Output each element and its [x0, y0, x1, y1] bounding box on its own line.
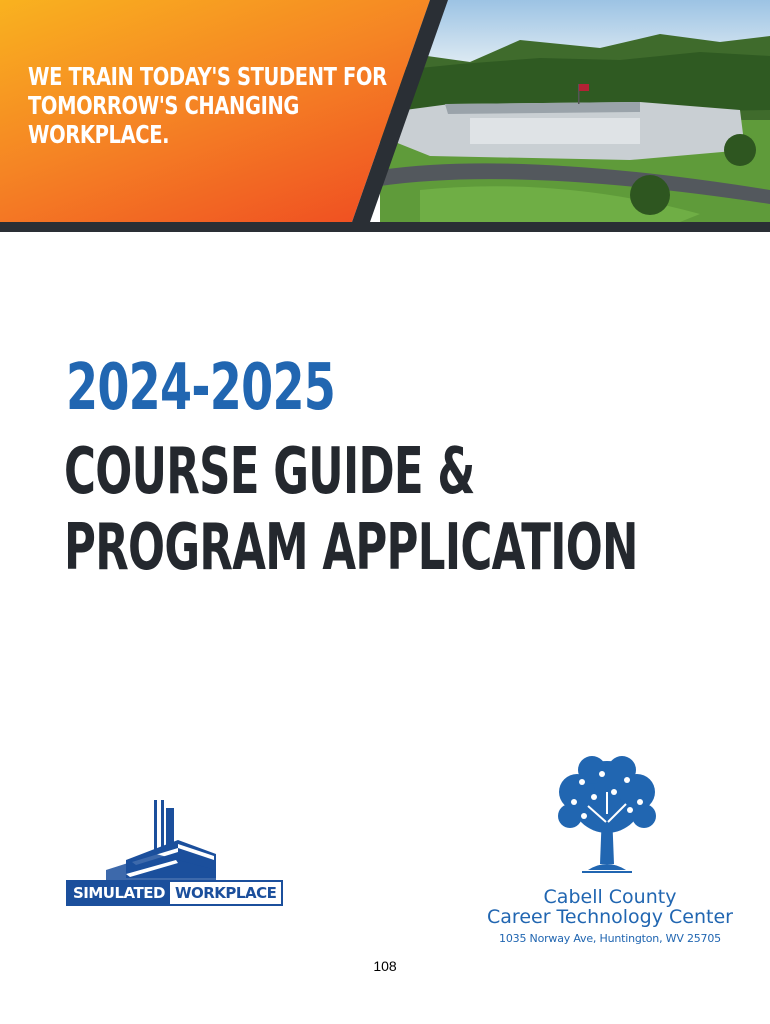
- document-title-line-1: COURSE GUIDE &: [64, 435, 475, 509]
- banner-tagline: [28, 62, 387, 149]
- simulated-workplace-logo: [66, 798, 277, 906]
- cctc-name-line-2: Career Technology Center: [487, 906, 733, 928]
- page-number: 108: [373, 958, 397, 974]
- factory-building-icon: [66, 798, 262, 880]
- simulated-workplace-wordmark: [66, 880, 283, 906]
- header-banner: [0, 0, 770, 232]
- banner-bottom-bar: [0, 222, 770, 232]
- tagline-line: TOMORROW'S CHANGING: [28, 91, 300, 120]
- school-year-heading: 2024-2025: [66, 351, 336, 425]
- document-title-line-2: PROGRAM APPLICATION: [64, 511, 638, 585]
- cctc-name-line-1: Cabell County: [543, 886, 677, 908]
- tagline-line: WORKPLACE.: [28, 120, 170, 149]
- simulated-word: SIMULATED: [68, 882, 170, 904]
- tree-icon: [552, 752, 662, 882]
- workplace-word: WORKPLACE: [170, 882, 281, 904]
- tagline-line: WE TRAIN TODAY'S STUDENT FOR: [28, 62, 387, 91]
- cabell-county-ctc-logo: [480, 752, 740, 952]
- cctc-address: 1035 Norway Ave, Huntington, WV 25705: [499, 932, 721, 945]
